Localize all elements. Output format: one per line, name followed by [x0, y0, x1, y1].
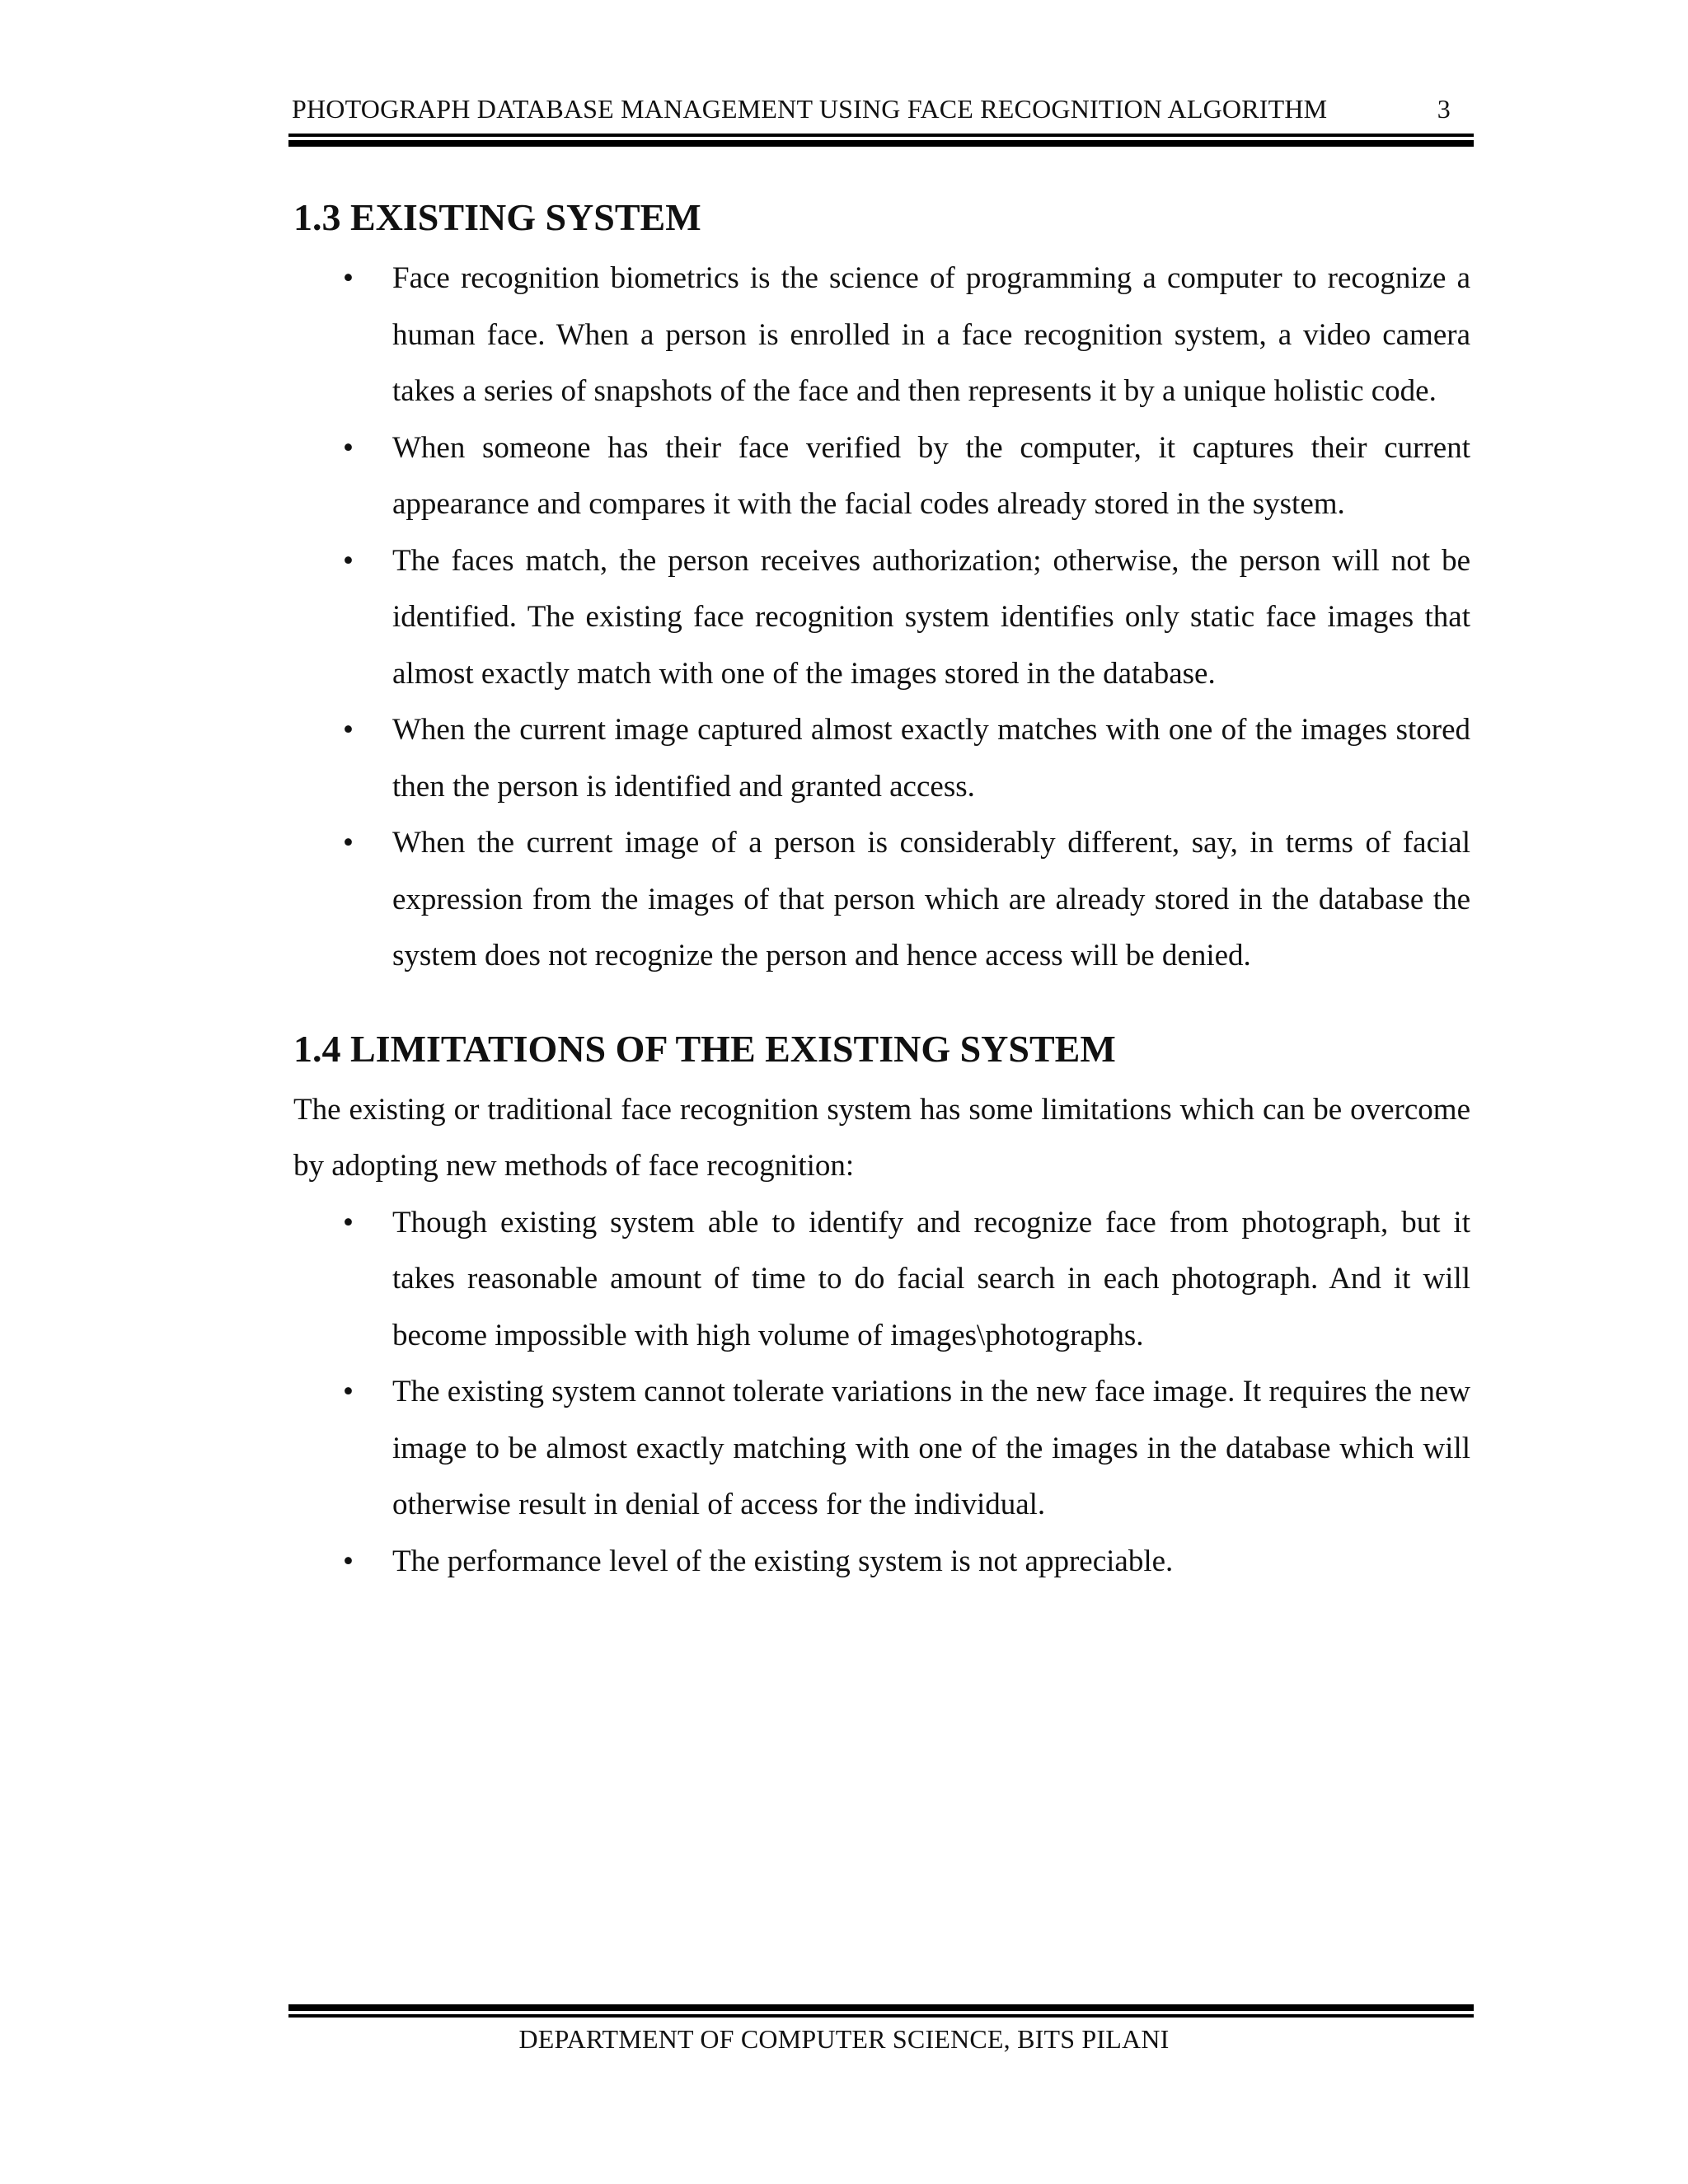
- bullet-symbol: •: [343, 713, 354, 747]
- list-item-text: When the current image captured almost exactly matches with one of the images stored then the person is identified and granted access.: [392, 713, 1470, 804]
- section-heading-limitations: 1.4 LIMITATIONS OF THE EXISTING SYSTEM: [293, 1027, 1116, 1070]
- list-item-text: The faces match, the person receives authorization; otherwise, the person will not be identified. The existing face recognition system identifies only static face images that almost exactly match with one of the images stored in the database.: [392, 543, 1470, 691]
- running-footer: DEPARTMENT OF COMPUTER SCIENCE, BITS PILANI: [518, 2024, 1170, 2054]
- header-rule-thick: [288, 140, 1474, 147]
- list-item-text: Though existing system able to identify and recognize face from photograph, but it takes reasonable amount of time to do facial search in each photograph. And it will become impossible with high volume of images\photographs.: [392, 1205, 1470, 1352]
- existing-system-list: [293, 251, 1470, 985]
- bullet-symbol: •: [343, 1544, 354, 1578]
- main-content: [293, 191, 1470, 1590]
- list-item-text: Face recognition biometrics is the science of programming a computer to recognize a human face. When a person is enrolled in a face recognition system, a video camera takes a series of snapshots of the face and then represents it by a unique holistic code.: [392, 261, 1470, 408]
- bullet-symbol: •: [343, 261, 354, 295]
- list-item: [293, 533, 1470, 703]
- bullet-symbol: •: [343, 430, 354, 465]
- bullet-symbol: •: [343, 543, 354, 578]
- bullet-symbol: •: [343, 1205, 354, 1240]
- limitations-list: [293, 1195, 1470, 1591]
- header-title: PHOTOGRAPH DATABASE MANAGEMENT USING FACE RECOGNITION ALGORITHM: [292, 94, 1328, 124]
- bullet-symbol: •: [343, 826, 354, 860]
- list-item: [293, 702, 1470, 815]
- footer-rule-thick: [288, 2004, 1474, 2011]
- section-heading-existing-system: 1.3 EXISTING SYSTEM: [293, 196, 701, 238]
- page-number: 3: [1437, 94, 1451, 124]
- list-item-text: When someone has their face verified by the computer, it captures their current appearance and compares it with the facial codes already stored in the system.: [392, 430, 1470, 521]
- list-item: [293, 420, 1470, 533]
- running-header: [292, 94, 1474, 124]
- list-item: [293, 1195, 1470, 1365]
- list-item: [293, 1364, 1470, 1534]
- list-item: [293, 815, 1470, 985]
- list-item-text: The existing system cannot tolerate variations in the new face image. It requires the new image to be almost exactly matching with one of the images in the database which will otherwise result in denial of access for the individual.: [392, 1375, 1470, 1521]
- limitations-intro-paragraph: The existing or traditional face recognition system has some limitations which can be overcome by adopting new methods of face recognition:: [293, 1092, 1470, 1183]
- list-item-text: When the current image of a person is considerably different, say, in terms of facial expression from the images of that person which are already stored in the database the system does not recognize the person and hence access will be denied.: [392, 826, 1470, 972]
- list-item: [293, 1534, 1470, 1591]
- bullet-symbol: •: [343, 1375, 354, 1408]
- header-rule-thin: [288, 134, 1474, 137]
- footer-rule-thin: [288, 2014, 1474, 2018]
- list-item: [293, 251, 1470, 420]
- list-item-text: The performance level of the existing system is not appreciable.: [392, 1544, 1174, 1578]
